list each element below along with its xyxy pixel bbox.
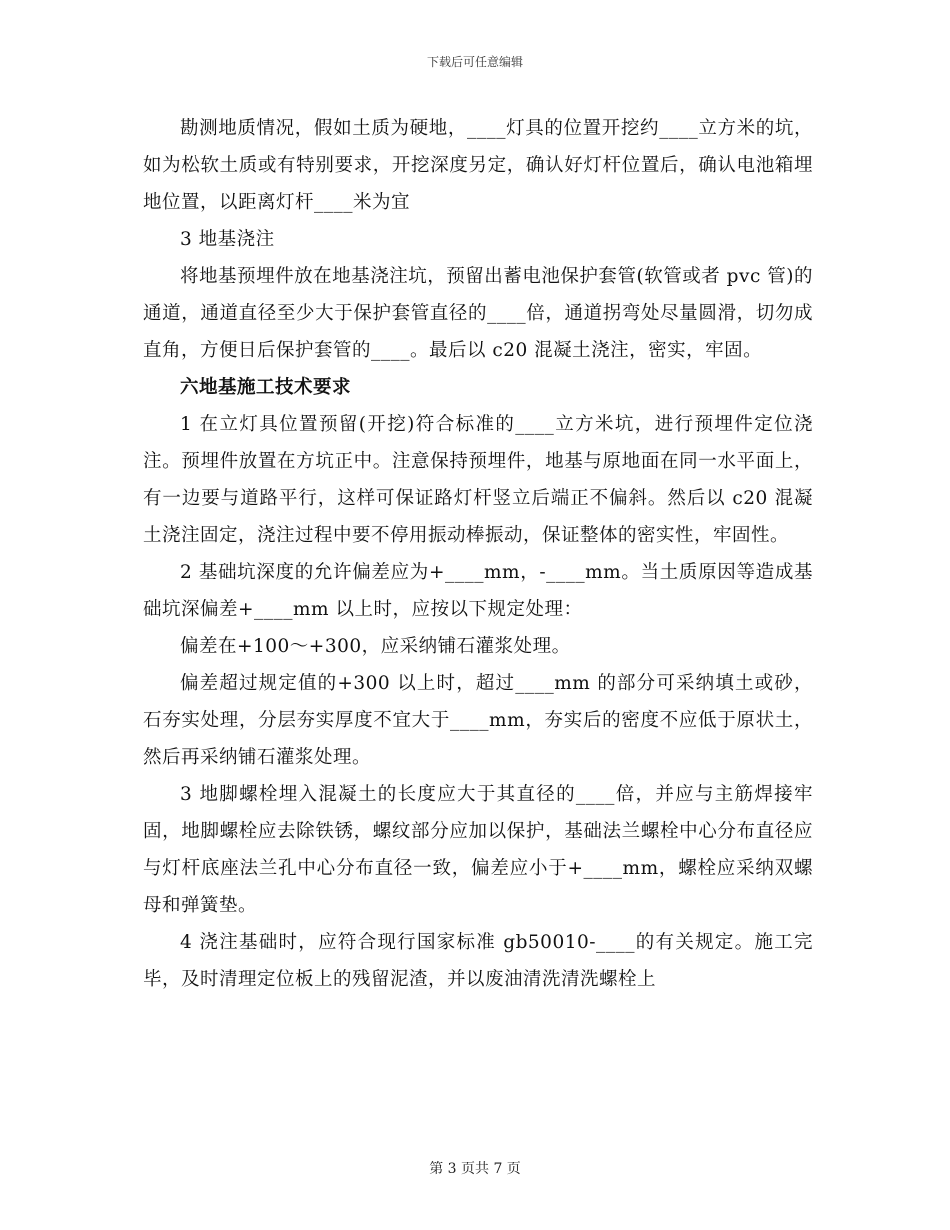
section-title-foundation-pouring: 3 地基浇注 (180, 229, 275, 250)
paragraph-requirement-4: 4 浇注基础时，应符合现行国家标准 gb50010-____的有关规定。施工完毕，及时清理定位板上的残留泥渣，并以废油清洗清洗螺栓上 (143, 932, 813, 990)
section-heading-technical-requirements: 六地基施工技术要求 (180, 377, 352, 398)
paragraph-requirement-2: 2 基础坑深度的允许偏差应为+____mm，-____mm。当土质原因等造成基础坑深偏差+____mm 以上时，应按以下规定处理： (143, 562, 813, 620)
document-body (143, 110, 813, 998)
paragraph-deviation-range: 偏差在+100～+300，应采纳铺石灌浆处理。 (180, 636, 571, 657)
page-header-note: 下载后可任意编辑 (426, 55, 523, 69)
page-footer-number: 第 3 页共 7 页 (429, 1161, 521, 1177)
paragraph-survey: 勘测地质情况，假如土质为硬地，____灯具的位置开挖约____立方米的坑，如为松软土质或有特别要求，开挖深度另定，确认好灯杆位置后，确认电池箱埋地位置，以距离灯杆____米为宜 (143, 118, 813, 213)
paragraph-deviation-exceed: 偏差超过规定值的+300 以上时，超过____mm 的部分可采纳填土或砂，石夯实处理，分层夯实厚度不宜大于____mm，夯实后的密度不应低于原状土，然后再采纳铺石灌浆处理。 (143, 673, 813, 768)
paragraph-requirement-3: 3 地脚螺栓埋入混凝土的长度应大于其直径的____倍，并应与主筋焊接牢固，地脚螺栓应去除铁锈，螺纹部分应加以保护，基础法兰螺栓中心分布直径应与灯杆底座法兰孔中心分布直径一致，偏差应小于+____mm，螺栓应采纳双螺母和弹簧垫。 (143, 784, 813, 916)
paragraph-requirement-1: 1 在立灯具位置预留(开挖)符合标准的____立方米坑，进行预埋件定位浇注。预埋件放置在方坑正中。注意保持预埋件，地基与原地面在同一水平面上，有一边要与道路平行，这样可保证路灯杆竖立后端正不偏斜。然后以 c20 混凝土浇注固定，浇注过程中要不停用振动棒振动，保证整体的密实性，牢固性。 (143, 414, 813, 546)
paragraph-foundation-pouring: 将地基预埋件放在地基浇注坑，预留出蓄电池保护套管(软管或者 pvc 管)的通道，通道直径至少大于保护套管直径的____倍，通道拐弯处尽量圆滑，切勿成直角，方便日后保护套管的____。最后以 c20 混凝土浇注，密实，牢固。 (143, 266, 813, 361)
